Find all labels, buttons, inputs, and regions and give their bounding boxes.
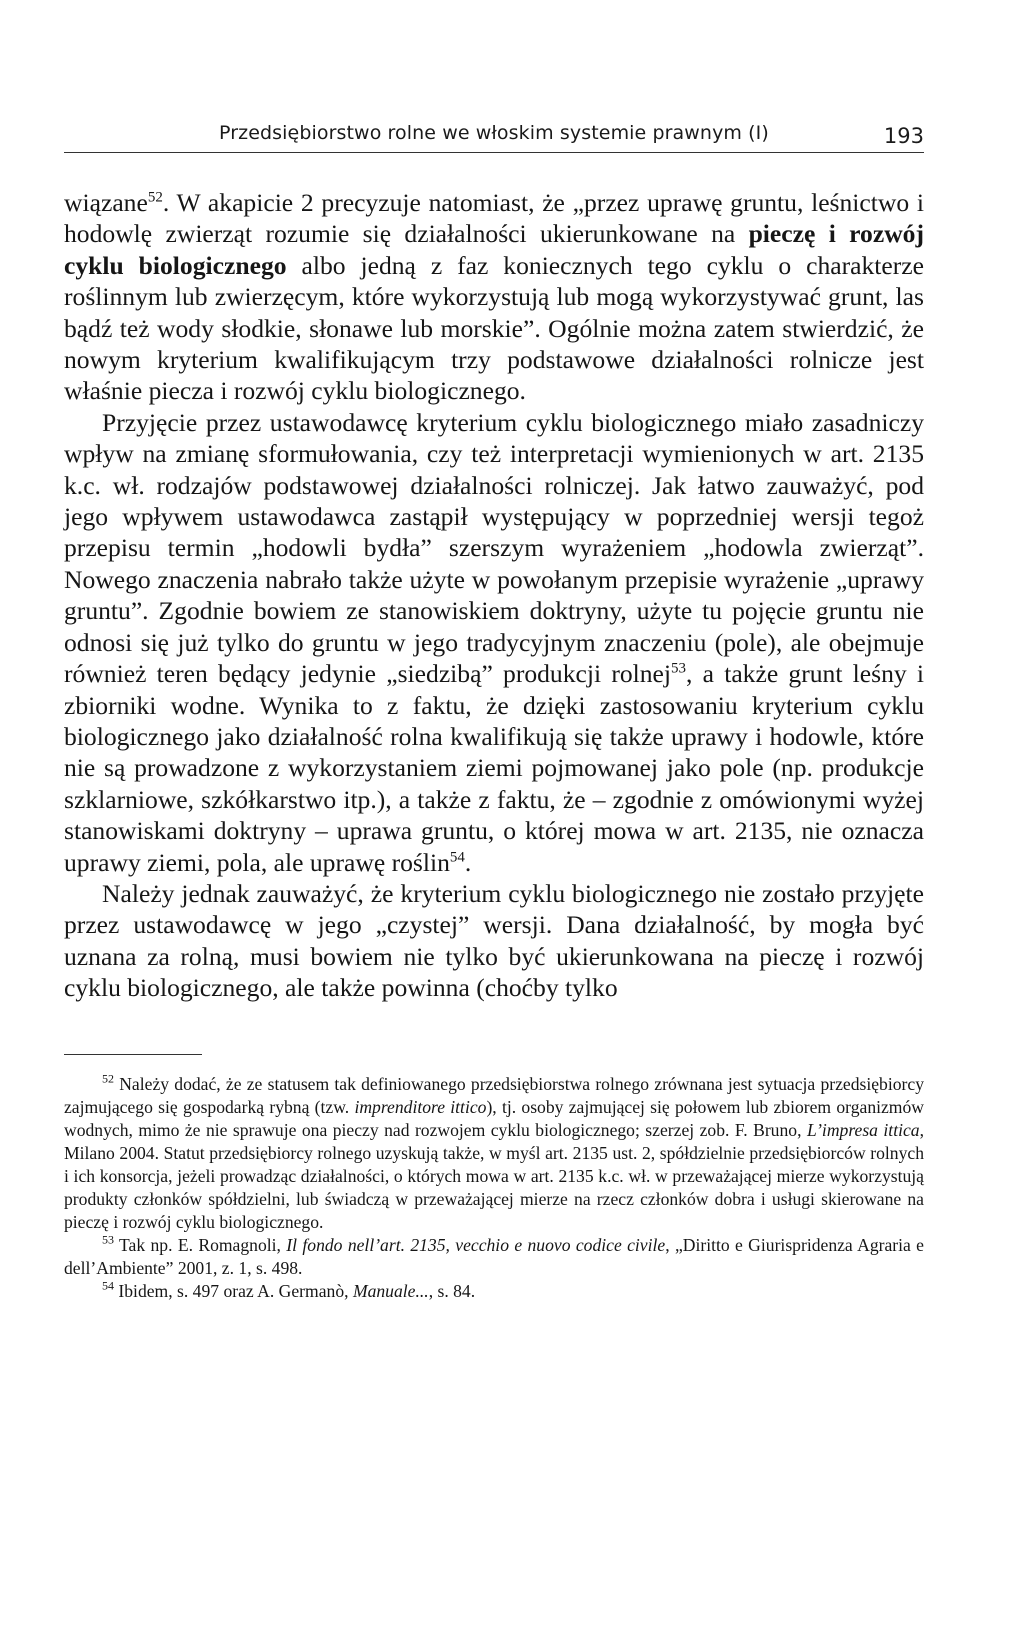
footnote-54-text-a: Ibidem, s. 497 oraz A. Germanò, (114, 1280, 353, 1301)
footnote-number: 52 (102, 1071, 114, 1086)
running-header (64, 118, 924, 153)
footnote-52-italic-1: imprenditore ittico (354, 1096, 487, 1117)
paragraph-2 (64, 407, 924, 878)
paragraph-1 (64, 187, 924, 407)
footnote-separator (64, 1054, 202, 1055)
footnote-53-italic-1: Il fondo nell’art. 2135, vecchio e nuovo codice civile (286, 1234, 666, 1255)
footnote-ref-54: 54 (449, 849, 465, 866)
footnote-52 (64, 1073, 924, 1234)
footnote-53-text-b: , „Diritto e Giurispridenza Agraria e dell’Ambiente” 2001, z. 1, s. 498. (64, 1234, 924, 1278)
running-title: Przedsiębiorstwo rolne we włoskim systemie prawnym (I) (219, 122, 769, 144)
main-text (64, 187, 924, 1004)
footnote-52-text-c: , Milano 2004. Statut przedsiębiorcy rolnego uzyskują także, w myśl art. 2135 ust. 2, spółdzielnie przedsiębiorców rolnych i ich konsorcja, jeżeli prowadząc działalności, o których mowa w art. 2135 k.c. wł. w przeważającej mierze wykorzystują produkty członków spółdzielni, lub świadczą w przeważającej mierze na rzecz członków dobra i usługi skierowane na pieczę i rozwój cyklu biologicznego. (64, 1119, 924, 1232)
footnote-ref-52: 52 (147, 189, 163, 206)
paragraph-2-text-b: , a także grunt leśny i zbiorniki wodne. Wynika to z faktu, że dzięki zastosowaniu kryterium cyklu biologicznego jako działalność rolna kwalifikują się także uprawy i hodowle, które nie są prowadzone z wykorzystaniem ziemi pojmowanej jako pole (np. produkcje szklarniowe, szkółkarstwo itp.), a także z faktu, że – zgodnie z omówionymi wyżej stanowiskami doktryny – uprawa gruntu, o której mowa w art. 2135, nie oznacza uprawy ziemi, pola, ale uprawę roślin (64, 659, 924, 877)
paragraph-1-text-c: albo jedną z faz koniecznych tego cyklu o charakterze roślinnym lub zwierzęcym, które wykorzystują lub mogą wykorzystywać grunt, las bądź też wody słodkie, słonawe lub morskie”. Ogólnie można zatem stwierdzić, że nowym kryterium kwalifikującym trzy podstawowe działalności rolnicze jest właśnie piecza i rozwój cyklu biologicznego. (64, 250, 925, 406)
footnote-number: 53 (102, 1232, 114, 1247)
paragraph-2-text-c: . (464, 847, 472, 877)
footnote-52-text-b: ), tj. osoby zajmującej się połowem lub zbiorem organizmów wodnych, mimo że nie sprawuje ona pieczy nad rozwojem cyklu biologicznego; szerzej zob. F. Bruno, (64, 1096, 924, 1140)
paragraph-2-text-a: Przyjęcie przez ustawodawcę kryterium cyklu biologicznego miało zasadniczy wpływ na zmianę sformułowania, czy też interpretacji wymienionych w art. 2135 k.c. wł. rodzajów podstawowej działalności rolniczej. Jak łatwo zauważyć, pod jego wpływem ustawodawca zastąpił występujący w poprzedniej wersji tegoż przepisu termin „hodowli bydła” szerszym wyrażeniem „hodowla zwierząt”. Nowego znaczenia nabrało także użyte w powołanym przepisie wyrażenie „uprawy gruntu”. Zgodnie bowiem ze stanowiskiem doktryny, użyte tu pojęcie gruntu nie odnosi się już tylko do gruntu w jego tradycyjnym znaczeniu (pole), ale obejmuje również teren będący jedynie „siedzibą” produkcji rolnej (64, 407, 924, 689)
paragraph-1-text-b: . W akapicie 2 precyzuje natomiast, że „przez uprawę gruntu, leśnictwo i hodowlę zwierząt rozumie się działalności ukierunkowane na (64, 188, 924, 249)
footnote-54 (64, 1280, 924, 1303)
footnotes (64, 1073, 924, 1303)
footnote-52-italic-2: L’impresa ittica (806, 1119, 920, 1140)
footnote-number: 54 (102, 1278, 114, 1293)
footnote-52-text-a: Należy dodać, że ze statusem tak definiowanego przedsiębiorstwa rolnego zrównana jest sytuacja przedsiębiorcy zajmującego się gospodarką rybną (tzw. (64, 1073, 924, 1117)
paragraph-1-text-a: wiązane (64, 188, 148, 217)
footnote-53 (64, 1234, 924, 1280)
paragraph-3: Należy jednak zauważyć, że kryterium cyklu biologicznego nie zostało przyjęte przez ustawodawcę w jego „czystej” wersji. Dana działalność, by mogła być uznana za rolną, musi bowiem nie tylko być ukierunkowana na pieczę i rozwój cyklu biologicznego, ale także powinna (choćby tylko (64, 878, 924, 1003)
page-number: 193 (883, 124, 924, 148)
footnote-53-text-a: Tak np. E. Romagnoli, (114, 1234, 287, 1255)
footnote-54-italic-1: Manuale... (352, 1280, 429, 1301)
footnote-ref-53: 53 (671, 660, 687, 677)
emphasis-bold: pieczę i rozwój cyklu biologicznego (64, 219, 924, 280)
footnote-54-text-b: , s. 84. (428, 1280, 476, 1301)
book-page (64, 118, 924, 1303)
